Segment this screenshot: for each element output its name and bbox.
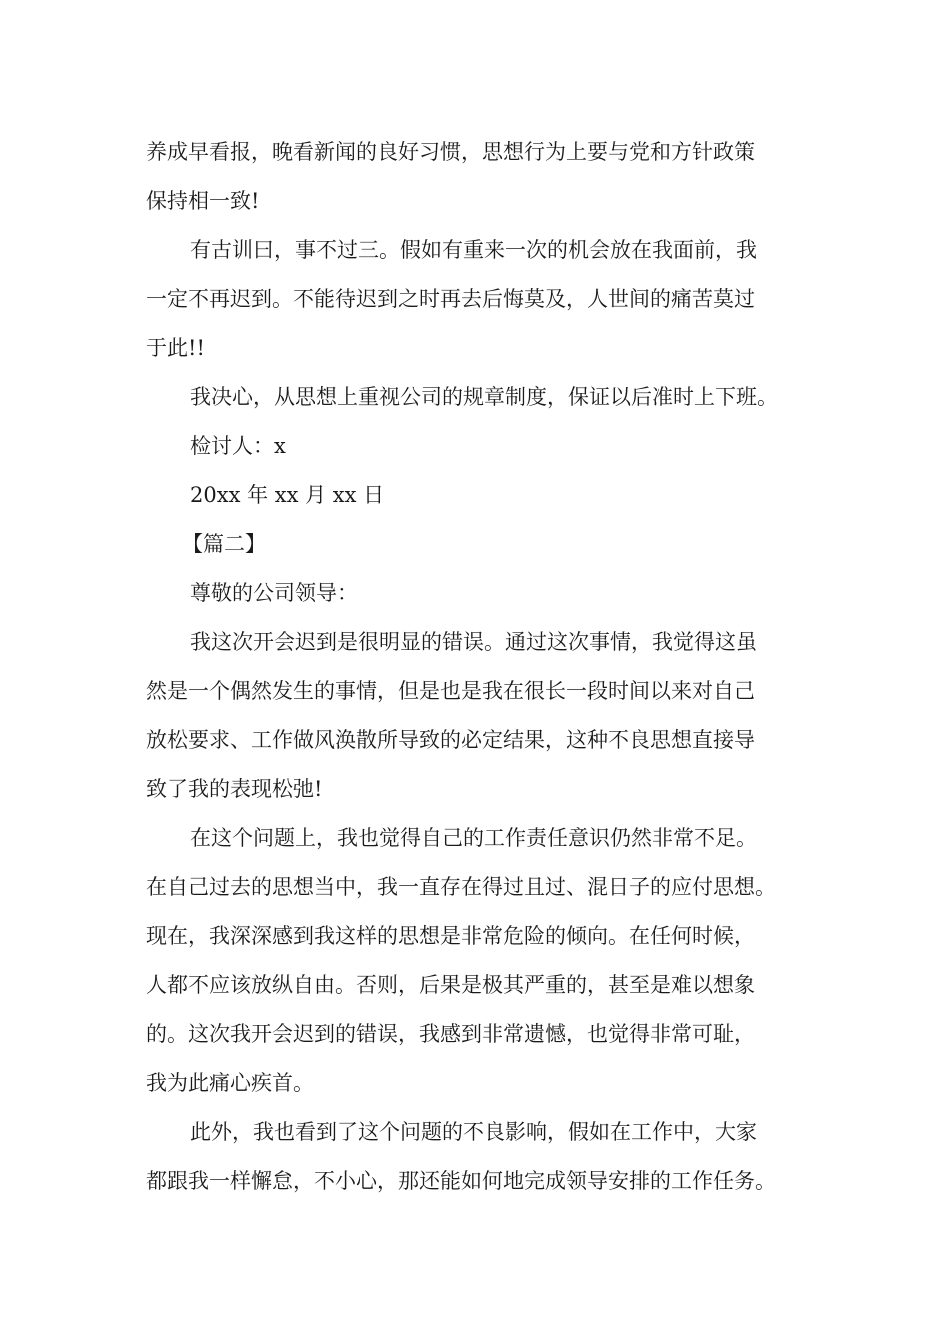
paragraph-line: 我决心，从思想上重视公司的规章制度，保证以后准时上下班。 [190, 385, 778, 409]
signature-date: 20xx 年 xx 月 xx 日 [190, 483, 385, 507]
paragraph-line: 此外，我也看到了这个问题的不良影响，假如在工作中，大家 [190, 1120, 757, 1144]
paragraph-line: 在自己过去的思想当中，我一直存在得过且过、混日子的应付思想。 [146, 875, 776, 899]
document-body [146, 128, 826, 1206]
paragraph-line: 然是一个偶然发生的事情，但是也是我在很长一段时间以来对自己 [146, 679, 755, 703]
salutation: 尊敬的公司领导： [190, 581, 358, 605]
paragraph-line: 现在，我深深感到我这样的思想是非常危险的倾向。在任何时候， [146, 924, 755, 948]
paragraph-line: 放松要求、工作做风涣散所导致的必定结果，这种不良思想直接导 [146, 728, 755, 752]
paragraph-line: 的。这次我开会迟到的错误，我感到非常遗憾，也觉得非常可耻， [146, 1022, 755, 1046]
paragraph-line: 人都不应该放纵自由。否则，后果是极其严重的，甚至是难以想象 [146, 973, 755, 997]
paragraph-line: 于此!! [146, 336, 205, 360]
paragraph-line: 都跟我一样懈怠，不小心，那还能如何地完成领导安排的工作任务。 [146, 1169, 776, 1193]
paragraph-line: 我这次开会迟到是很明显的错误。通过这次事情，我觉得这虽 [190, 630, 757, 654]
signature-name: 检讨人：x [190, 434, 286, 458]
paragraph-line: 在这个问题上，我也觉得自己的工作责任意识仍然非常不足。 [190, 826, 757, 850]
paragraph-line: 养成早看报，晚看新闻的良好习惯，思想行为上要与党和方针政策 [146, 140, 755, 164]
paragraph-line: 有古训曰，事不过三。假如有重来一次的机会放在我面前，我 [190, 238, 757, 262]
paragraph-line: 我为此痛心疾首。 [146, 1071, 314, 1095]
paragraph-line: 一定不再迟到。不能待迟到之时再去后悔莫及，人世间的痛苦莫过 [146, 287, 755, 311]
section-heading: 【篇二】 [182, 532, 266, 556]
paragraph-line: 保持相一致! [146, 189, 260, 213]
paragraph-line: 致了我的表现松弛! [146, 777, 323, 801]
